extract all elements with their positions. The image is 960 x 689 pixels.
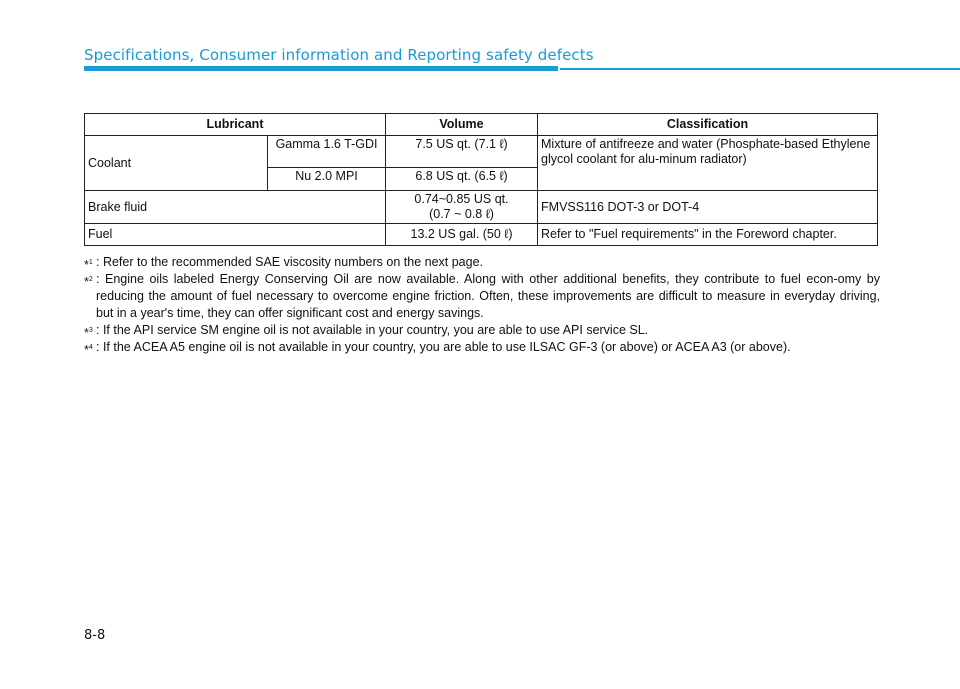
- footnote-2: [84, 271, 880, 322]
- brake-label: Brake fluid: [85, 191, 386, 224]
- footnote-text: : If the API service SM engine oil is not available in your country, you are able to use API service SL.: [96, 323, 649, 337]
- fuel-label: Fuel: [85, 224, 386, 246]
- footnotes: [84, 254, 880, 356]
- page-number: 8-8: [84, 628, 106, 643]
- header-classification: Classification: [538, 114, 878, 136]
- table-row-coolant-1: [85, 136, 878, 168]
- brake-volume-line1: 0.74~0.85 US qt.: [414, 192, 509, 206]
- table-row-fuel: [85, 224, 878, 246]
- footnote-3: [84, 322, 880, 339]
- header-volume: Volume: [386, 114, 538, 136]
- footnote-marker: *$^3$: [84, 326, 93, 341]
- page-header: [84, 46, 960, 72]
- coolant-volume-1: 7.5 US qt. (7.1 ℓ): [386, 136, 538, 168]
- lubricant-table: [84, 113, 878, 246]
- brake-classification: FMVSS116 DOT-3 or DOT-4: [538, 191, 878, 224]
- footnote-4: [84, 339, 880, 356]
- table-row-brake: [85, 191, 878, 224]
- header-rule-thick: [84, 66, 558, 71]
- table-header-row: [85, 114, 878, 136]
- footnote-1: [84, 254, 880, 271]
- fuel-classification: Refer to "Fuel requirements" in the Foreword chapter.: [538, 224, 878, 246]
- brake-volume: [386, 191, 538, 224]
- coolant-label: Coolant: [85, 136, 268, 191]
- footnote-marker: *$^2$: [84, 275, 93, 290]
- fuel-volume: 13.2 US gal. (50 ℓ): [386, 224, 538, 246]
- header-lubricant: Lubricant: [85, 114, 386, 136]
- footnote-text: : Engine oils labeled Energy Conserving Oil are now available. Along with other additional benefits, they contribute to fuel econ-omy by reducing the amount of fuel necessary to overcome engine friction. Often, these improvements are difficult to measure in everyday driving, but in a year's time, they can offer significant cost and energy savings.: [96, 272, 880, 320]
- coolant-engine-1: Gamma 1.6 T-GDI: [268, 136, 386, 168]
- section-title: Specifications, Consumer information and Reporting safety defects: [84, 46, 594, 64]
- coolant-classification: Mixture of antifreeze and water (Phosphate-based Ethylene glycol coolant for alu-minum radiator): [538, 136, 878, 191]
- footnote-text: : If the ACEA A5 engine oil is not available in your country, you are able to use ILSAC GF-3 (or above) or ACEA A3 (or above).: [96, 340, 791, 354]
- coolant-engine-2: Nu 2.0 MPI: [268, 168, 386, 191]
- header-rule-thin: [560, 68, 960, 70]
- footnote-marker: *$^4$: [84, 343, 93, 358]
- footnote-text: : Refer to the recommended SAE viscosity numbers on the next page.: [96, 255, 484, 269]
- footnote-marker: *$^1$: [84, 258, 93, 273]
- brake-volume-line2: (0.7 ~ 0.8 ℓ): [429, 207, 494, 221]
- coolant-volume-2: 6.8 US qt. (6.5 ℓ): [386, 168, 538, 191]
